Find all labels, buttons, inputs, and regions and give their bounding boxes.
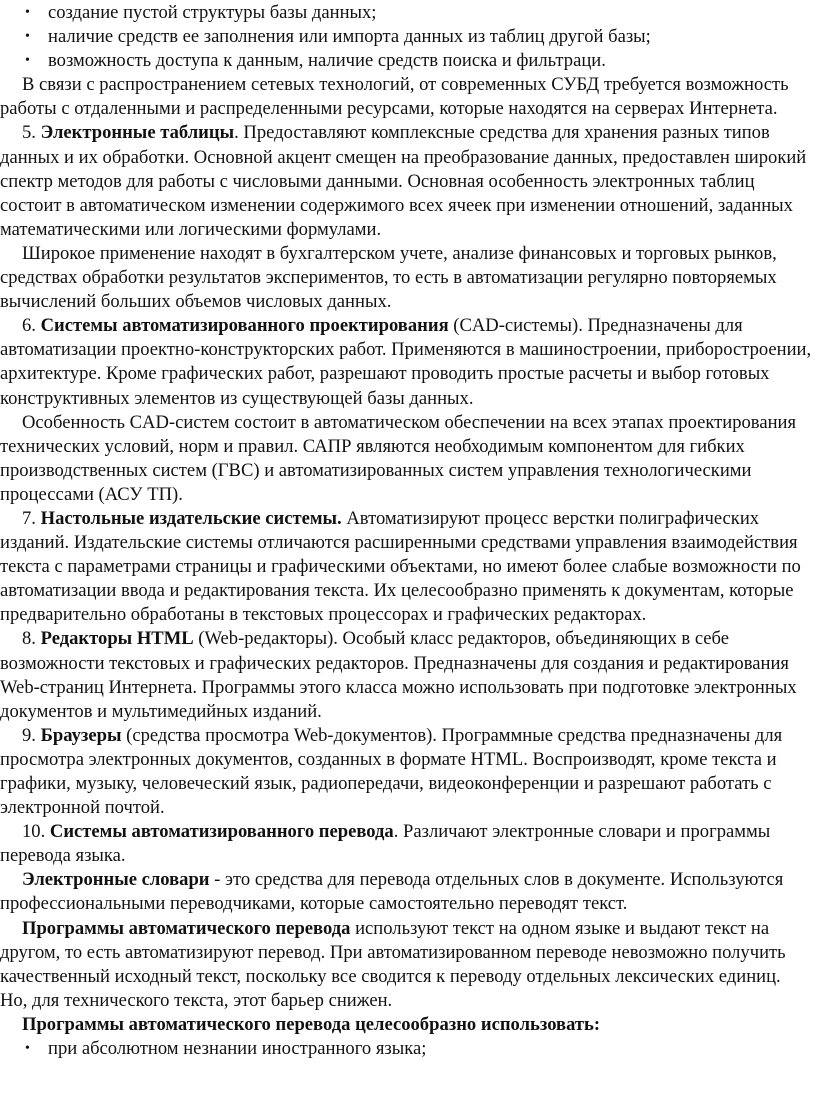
section-text: . Предоставляют комплексные средства для хранения разных типов данных и их обработки. Основной акцент смещен на преобразование данных, предоставлен широкий спектр методов для работы с числовыми данными. Основная особенность электронных таблиц состоит в автоматическом изменении содержимого всех ячеек при изменении отношений, заданных математическими или логическими формулами.	[0, 122, 807, 240]
section-8	[0, 627, 812, 723]
list-item: • наличие средств ее заполнения или импорта данных из таблиц другой базы;	[0, 25, 812, 49]
usage-heading: Программы автоматического перевода целесообразно использовать:	[22, 1013, 601, 1035]
section-text: . Различают электронные словари и программы перевода языка.	[0, 821, 771, 867]
translation-paragraph	[0, 917, 812, 1013]
list-item: • возможность доступа к данным, наличие средств поиска и фильтраци.	[0, 49, 812, 73]
section-text: (Web-редакторы). Особый класс редакторов, объединяющих в себе возможности текстовых и графических редакторов. Предназначены для создания и редактирования Web-страниц Интернета. Программы этого класса можно использовать при подготовке электронных документов и мультимедийных изданий.	[0, 628, 797, 722]
paragraph-network: В связи с распространением сетевых технологий, от современных СУБД требуется возможность работы с отдаленными и распределенными ресурсами, которые находятся на серверах Интернета.	[0, 74, 789, 120]
bullet-icon: •	[25, 53, 30, 69]
term-text: используют текст на одном языке и выдают текст на другом, то есть автоматизируют перевод. При автоматизированном переводе невозможно получить качественный исходный текст, поскольку все сводится к переводу отдельных лексических единиц. Но, для технического текста, этот барьер снижен.	[0, 917, 786, 1011]
section-number: 6.	[22, 315, 36, 337]
section-7	[0, 507, 812, 627]
term-title: Программы автоматического перевода	[22, 917, 351, 939]
section-9	[0, 724, 812, 820]
dictionaries-paragraph	[0, 868, 812, 916]
section-text: (CAD-системы). Предназначены для автоматизации проектно-конструкторских работ. Применяются в машиностроении, приборостроении, архитектуре. Кроме графических работ, разрешают проводить простые расчеты и выбор готовых конструктивных элементов из существующей базы данных.	[0, 315, 812, 409]
bullet-icon: •	[25, 29, 30, 45]
section-text: Автоматизируют процесс верстки полиграфических изданий. Издательские системы отличаются расширенными средствами управления взаимодействия текста с параметрами страницы и графическими объектами, но имеют более слабые возможности по автоматизации ввода и редактирования текста. Их целесообразно применять к документам, которые предварительно обработаны в текстовых процессорах и графических редакторах.	[0, 507, 801, 626]
section-number: 5.	[22, 122, 36, 144]
bullet-icon: •	[25, 1041, 30, 1057]
section-number: 10.	[22, 821, 46, 843]
section-title: Редакторы HTML	[40, 628, 194, 650]
term-text: - это средства для перевода отдельных слов в документе. Используются профессиональными переводчиками, которые самостоятельно переводят текст.	[0, 869, 784, 915]
section-text: (средства просмотра Web-документов). Программные средства предназначены для просмотра электронных документов, созданных в формате HTML. Воспроизводят, кроме текста и графики, музыку, человеческий язык, радиопередачи, видеоконференции и разрешают работать с электронной почтой.	[0, 724, 783, 819]
section-title: Браузеры	[40, 724, 122, 746]
list-item: • создание пустой структуры базы данных;	[0, 1, 812, 25]
section-title: Электронные таблицы	[40, 122, 235, 144]
section-5-paragraph: Широкое применение находят в бухгалтерском учете, анализе финансовых и торговых рынков, средствах обработки результатов экспериментов, то есть в автоматизации регулярно повторяемых вычислений больших объемов числовых данных.	[0, 242, 777, 313]
section-10	[0, 820, 812, 868]
section-number: 9.	[22, 724, 36, 746]
section-6	[0, 314, 812, 410]
section-title: Системы автоматизированного проектирования	[40, 315, 449, 337]
term-title: Электронные словари	[22, 869, 210, 891]
top-bullet-list	[0, 1, 812, 73]
section-number: 8.	[22, 628, 36, 650]
bullet-icon: •	[25, 5, 30, 20]
section-5	[0, 121, 812, 241]
section-number: 7.	[22, 507, 36, 529]
bottom-bullet-list	[0, 1037, 812, 1061]
section-title: Системы автоматизированного перевода	[49, 821, 394, 843]
section-title: Настольные издательские системы.	[40, 507, 342, 529]
list-item: • при абсолютном незнании иностранного языка;	[0, 1037, 812, 1061]
section-6-paragraph: Особенность CAD-систем состоит в автоматическом обеспечении на всех этапах проектирования технических условий, норм и правил. САПР являются необходимым компонентом для гибких производственных систем (ГВС) и автоматизированных систем управления технологическими процессами (АСУ ТП).	[0, 411, 797, 505]
